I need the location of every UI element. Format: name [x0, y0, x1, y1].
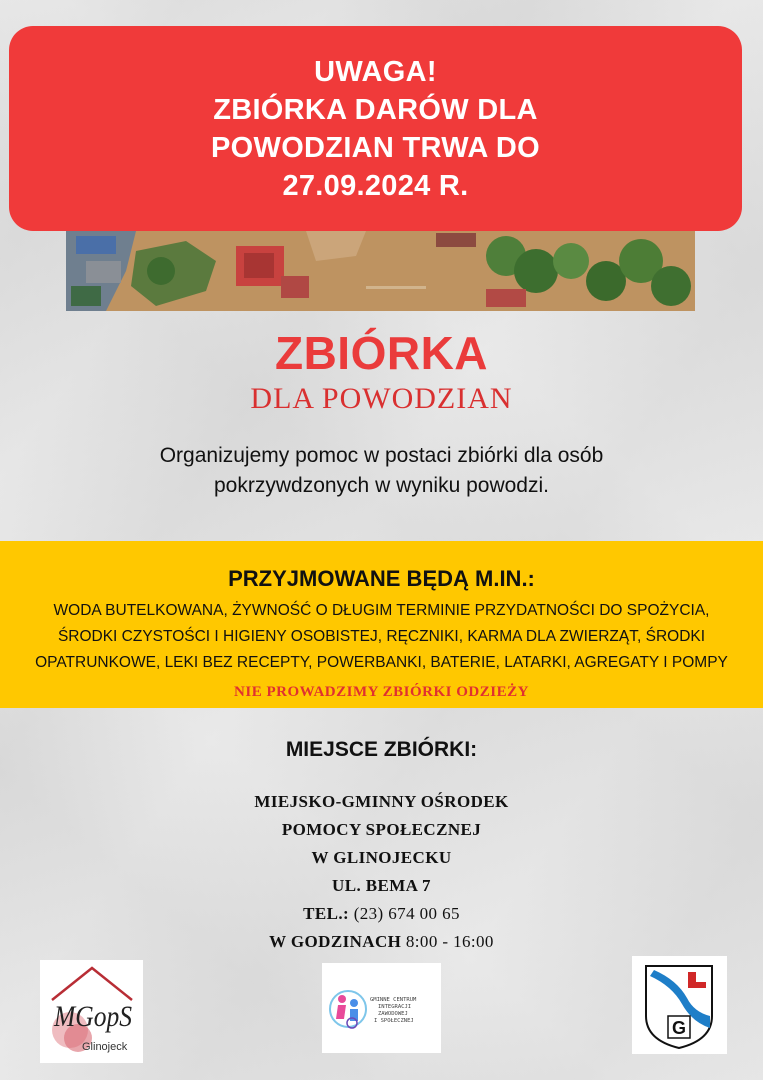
glinojeck-coat-of-arms [632, 956, 727, 1054]
no-clothes-note: NIE PROWADZIMY ZBIÓRKI ODZIEŻY [234, 684, 529, 700]
phone-number: (23) 674 00 65 [349, 904, 460, 923]
location-line-1: MIEJSKO-GMINNY OŚRODEK [254, 792, 509, 811]
location-address: UL. BEMA 7 [332, 876, 431, 895]
gcizis-logo [322, 963, 441, 1053]
location-line-3: W GLINOJECKU [311, 848, 452, 867]
accepted-items-heading: PRZYJMOWANE BĘDĄ M.IN.: [228, 566, 535, 591]
location-phone [0, 900, 763, 928]
alert-banner [9, 26, 742, 231]
gcizis-line-2: INTEGRACJI [378, 1004, 412, 1010]
intro-text: Organizujemy pomoc w postaci zbiórki dla osób pokrzywdzonych w wyniku powodzi. [159, 444, 604, 497]
gcizis-line-1: GMINNE CENTRUM [370, 997, 417, 1003]
phone-label: TEL.: [303, 904, 350, 923]
gcizis-line-4: I SPOŁECZNEJ [374, 1018, 414, 1024]
mgops-logo-text: MGopS [53, 1000, 132, 1033]
mgops-logo-subtext: Glinojeck [82, 1041, 128, 1053]
hours-label: W GODZINACH [269, 932, 402, 951]
location-heading: MIEJSCE ZBIÓRKI: [285, 738, 478, 761]
location-line-2: POMOCY SPOŁECZNEJ [281, 820, 482, 839]
mgops-logo [40, 960, 143, 1063]
accepted-items-list: WODA BUTELKOWANA, ŻYWNOŚĆ O DŁUGIM TERMINIE PRZYDATNOŚCI DO SPOŻYCIA, ŚRODKI CZYSTOŚCI I HIGIENY OSOBISTEJ, RĘCZNIKI, KARMA DLA ZWIERZĄT, ŚRODKI OPATRUNKOWE, LEKI BEZ RECEPTY, POWERBANKI, BATERIE, LATARKI, AGREGATY I POMPY [35, 602, 728, 671]
gcizis-line-3: ZAWODOWEJ [378, 1011, 408, 1017]
location-hours [0, 928, 763, 956]
location-details [0, 788, 763, 956]
alert-text: UWAGA! ZBIÓRKA DARÓW DLA POWODZIAN TRWA DO 27.09.2024 R. [211, 55, 540, 202]
poster-subtitle: DLA POWODZIAN [250, 382, 513, 415]
coat-of-arms-letter: G [671, 1018, 687, 1038]
hours-value: 8:00 - 16:00 [401, 932, 494, 951]
poster-title: ZBIÓRKA [274, 327, 489, 379]
flood-photo [66, 231, 695, 311]
